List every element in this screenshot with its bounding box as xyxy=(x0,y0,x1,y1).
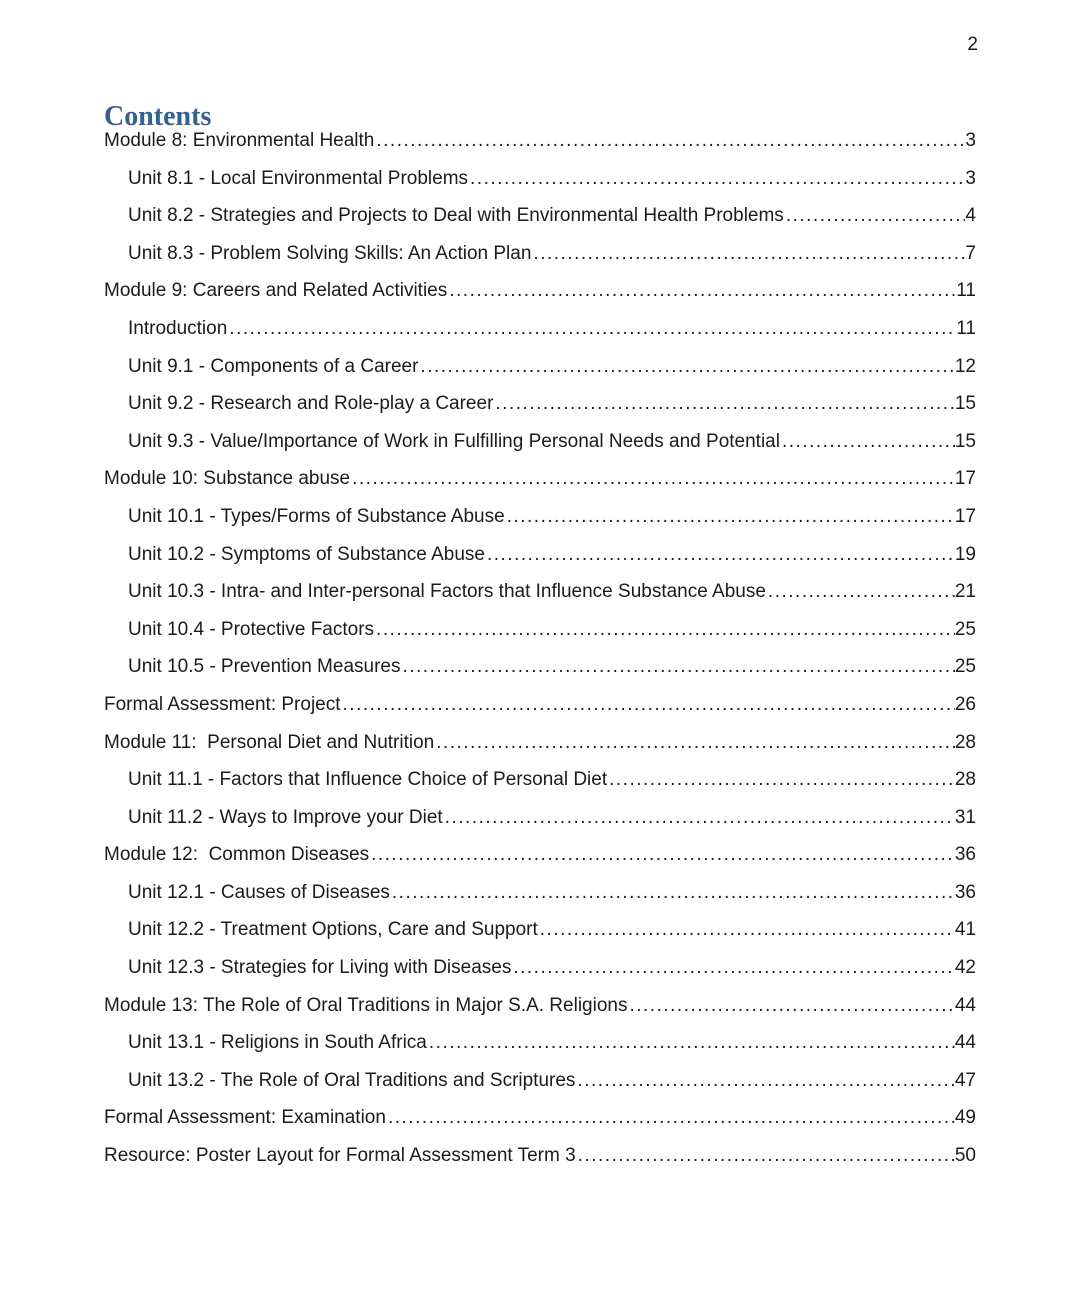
toc-entry[interactable] xyxy=(104,1062,976,1100)
dot-leader xyxy=(786,197,966,235)
toc-entry-page-number: 31 xyxy=(954,806,976,828)
toc-entry[interactable] xyxy=(104,310,976,348)
toc-entry[interactable] xyxy=(104,911,976,949)
dot-leader xyxy=(420,348,954,386)
toc-entry-label: Module 11: Personal Diet and Nutrition xyxy=(104,731,435,753)
toc-entry-label: Unit 12.2 - Treatment Options, Care and Support xyxy=(128,919,538,941)
toc-entry-page-number: 25 xyxy=(954,618,976,640)
toc-entry-page-number: 4 xyxy=(965,205,976,227)
toc-entry[interactable] xyxy=(104,611,976,649)
dot-leader xyxy=(577,1062,954,1100)
toc-entry[interactable] xyxy=(104,686,976,724)
toc-entry[interactable] xyxy=(104,836,976,874)
toc-entry-label: Unit 10.2 - Symptoms of Substance Abuse xyxy=(128,543,485,565)
dot-leader xyxy=(578,1137,955,1175)
toc-entry-label: Formal Assessment: Examination xyxy=(104,1107,386,1129)
dot-leader xyxy=(402,648,954,686)
dot-leader xyxy=(429,1024,955,1062)
contents-heading: Contents xyxy=(104,100,212,132)
dot-leader xyxy=(352,460,955,498)
toc-entry-page-number: 11 xyxy=(956,317,976,339)
toc-entry-page-number: 7 xyxy=(965,242,976,264)
toc-entry-label: Unit 9.3 - Value/Importance of Work in Fulfilling Personal Needs and Potential xyxy=(128,430,780,452)
toc-entry-label: Module 10: Substance abuse xyxy=(104,468,351,490)
dot-leader xyxy=(445,799,955,837)
toc-entry-label: Module 13: The Role of Oral Traditions in Major S.A. Religions xyxy=(104,994,628,1016)
dot-leader xyxy=(533,235,965,273)
dot-leader xyxy=(371,836,955,874)
toc-entry[interactable] xyxy=(104,197,976,235)
dot-leader xyxy=(609,761,955,799)
toc-entry[interactable] xyxy=(104,799,976,837)
toc-entry[interactable] xyxy=(104,536,976,574)
dot-leader xyxy=(768,573,955,611)
toc-entry-page-number: 17 xyxy=(954,468,976,490)
toc-entry-label: Unit 10.5 - Prevention Measures xyxy=(128,656,401,678)
toc-entry-page-number: 50 xyxy=(954,1145,976,1167)
toc-entry-page-number: 15 xyxy=(954,393,976,415)
toc-entry[interactable] xyxy=(104,761,976,799)
toc-entry-page-number: 15 xyxy=(954,430,976,452)
page-number: 2 xyxy=(967,34,978,55)
toc-entry-page-number: 44 xyxy=(954,1032,976,1054)
toc-entry-page-number: 49 xyxy=(954,1107,976,1129)
toc-entry-label: Module 9: Careers and Related Activities xyxy=(104,280,448,302)
toc-entry-page-number: 3 xyxy=(965,167,976,189)
toc-entry[interactable] xyxy=(104,272,976,310)
toc-entry-page-number: 25 xyxy=(954,656,976,678)
toc-entry-label: Introduction xyxy=(128,317,228,339)
toc-entry-page-number: 3 xyxy=(965,130,976,151)
dot-leader xyxy=(495,385,954,423)
dot-leader xyxy=(540,911,955,949)
toc-entry[interactable] xyxy=(104,498,976,536)
toc-entry-label: Unit 8.3 - Problem Solving Skills: An Action Plan xyxy=(128,242,532,264)
toc-entry[interactable] xyxy=(104,160,976,198)
toc-entry[interactable] xyxy=(104,423,976,461)
toc-entry-page-number: 21 xyxy=(954,581,976,603)
toc-entry-label: Unit 9.1 - Components of a Career xyxy=(128,355,419,377)
toc-entry-page-number: 28 xyxy=(954,731,976,753)
toc-entry-page-number: 41 xyxy=(954,919,976,941)
toc-entry[interactable] xyxy=(104,987,976,1025)
toc-entry-label: Unit 13.2 - The Role of Oral Traditions and Scriptures xyxy=(128,1069,576,1091)
toc-entry-page-number: 47 xyxy=(954,1069,976,1091)
toc-entry[interactable] xyxy=(104,122,976,160)
dot-leader xyxy=(513,949,955,987)
dot-leader xyxy=(343,686,955,724)
toc-entry-label: Unit 10.4 - Protective Factors xyxy=(128,618,375,640)
toc-entry-label: Unit 11.2 - Ways to Improve your Diet xyxy=(128,806,443,828)
toc-entry-label: Module 12: Common Diseases xyxy=(104,844,370,866)
toc-entry-label: Unit 12.3 - Strategies for Living with Diseases xyxy=(128,957,512,979)
toc-entry[interactable] xyxy=(104,724,976,762)
toc-entry-label: Unit 10.1 - Types/Forms of Substance Abuse xyxy=(128,505,505,527)
toc-entry-label: Unit 8.2 - Strategies and Projects to Deal with Environmental Health Problems xyxy=(128,205,784,227)
toc-entry-label: Unit 8.1 - Local Environmental Problems xyxy=(128,167,469,189)
toc-entry-label: Formal Assessment: Project xyxy=(104,693,341,715)
toc-entry-label: Unit 10.3 - Intra- and Inter-personal Factors that Influence Substance Abuse xyxy=(128,581,766,603)
toc-entry[interactable] xyxy=(104,1137,976,1175)
toc-entry[interactable] xyxy=(104,874,976,912)
dot-leader xyxy=(507,498,955,536)
dot-leader xyxy=(449,272,956,310)
toc-entry-page-number: 42 xyxy=(954,957,976,979)
toc-entry-label: Resource: Poster Layout for Formal Assessment Term 3 xyxy=(104,1145,576,1167)
dot-leader xyxy=(376,122,965,160)
toc-entry[interactable] xyxy=(104,235,976,273)
toc-entry[interactable] xyxy=(104,573,976,611)
toc-entry-page-number: 17 xyxy=(954,505,976,527)
toc-entry[interactable] xyxy=(104,385,976,423)
toc-entry[interactable] xyxy=(104,460,976,498)
toc-entry-page-number: 28 xyxy=(954,769,976,791)
toc-entry-label: Unit 11.1 - Factors that Influence Choice of Personal Diet xyxy=(128,769,608,791)
toc-entry-page-number: 36 xyxy=(954,844,976,866)
toc-entry-label: Unit 12.1 - Causes of Diseases xyxy=(128,881,390,903)
toc-entry-label: Unit 13.1 - Religions in South Africa xyxy=(128,1032,427,1054)
dot-leader xyxy=(470,160,965,198)
toc-entry-page-number: 12 xyxy=(954,355,976,377)
toc-entry[interactable] xyxy=(104,648,976,686)
dot-leader xyxy=(376,611,955,649)
toc-entry-page-number: 26 xyxy=(954,693,976,715)
toc-entry[interactable] xyxy=(104,348,976,386)
toc-entry-label: Module 8: Environmental Health xyxy=(104,130,375,151)
toc-entry-page-number: 19 xyxy=(954,543,976,565)
toc-entry[interactable] xyxy=(104,1024,976,1062)
toc-entry-page-number: 36 xyxy=(954,881,976,903)
toc-list xyxy=(104,122,976,1175)
dot-leader xyxy=(392,874,955,912)
dot-leader xyxy=(436,724,955,762)
toc-entry-page-number: 44 xyxy=(954,994,976,1016)
dot-leader xyxy=(388,1099,955,1137)
toc-entry-page-number: 11 xyxy=(956,280,976,302)
toc-entry[interactable] xyxy=(104,1099,976,1137)
toc-entry[interactable] xyxy=(104,949,976,987)
dot-leader xyxy=(629,987,954,1025)
dot-leader xyxy=(487,536,955,574)
toc-entry-label: Unit 9.2 - Research and Role-play a Career xyxy=(128,393,494,415)
dot-leader xyxy=(782,423,955,461)
dot-leader xyxy=(229,310,956,348)
